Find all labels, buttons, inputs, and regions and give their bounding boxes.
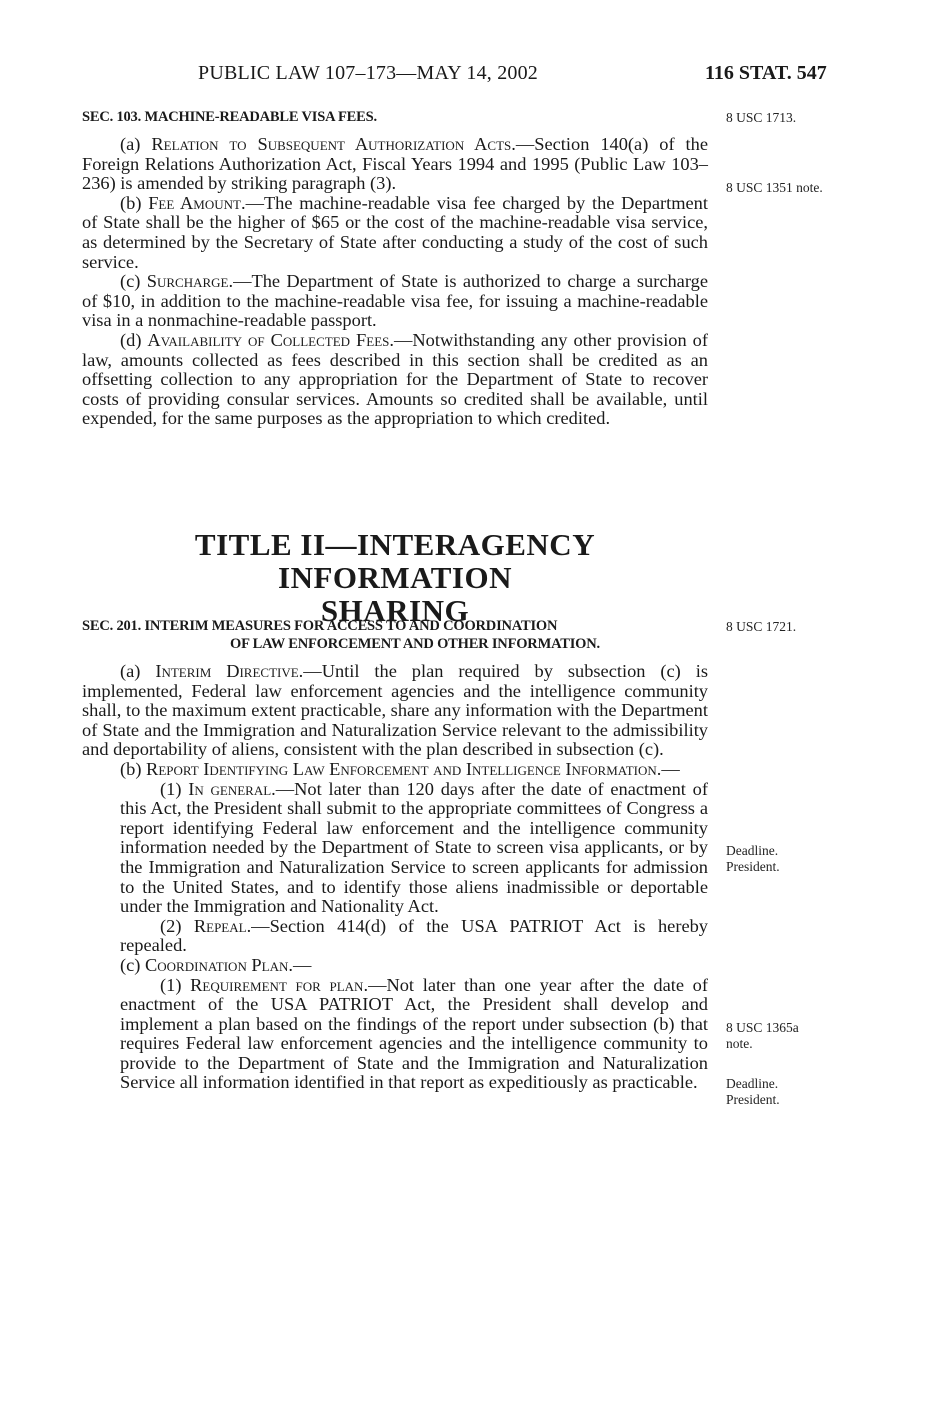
sec103-a-text: —Section 140(a) of the Foreign Relations Authorization Act, Fiscal Years 1994 and 1995 (Public Law 103–236) is amended by striking paragraph (3). [82, 134, 708, 194]
margin-note-b2-usc: 8 USC 1365a [726, 1020, 799, 1035]
sec201-c-caption: Coordination Plan. [145, 954, 293, 975]
sec201-subsection-b [82, 760, 708, 780]
section-201-body [82, 662, 708, 1093]
sec103-b-text: —The machine-readable visa fee charged by the Department of State shall be the higher of $65 or the cost of the machine-readable visa service, as determined by the Secretary of State after conducting a study of the cost of such service. [82, 192, 708, 272]
sec201-b1-text: —Not later than 120 days after the date of enactment of this Act, the President shall submit to the appropriate committees of Congress a report identifying Federal law enforcement and the intelligence community information needed by the Department of State to screen visa applicants, or by the Immigration and Naturalization Service to screen applicants for admission to the United States, and to identify those aliens inadmissible or deportable under the Immigration and Nationality Act. [120, 778, 708, 917]
sec103-b-label: (b) [120, 192, 149, 213]
sec201-a-label: (a) [120, 661, 156, 681]
margin-note-8-usc-1713: 8 USC 1713. [726, 110, 797, 125]
sec201-c1-caption: Requirement for plan. [190, 974, 369, 995]
section-103-body [82, 135, 708, 429]
sec103-subsection-b [82, 194, 708, 272]
sec103-c-text: —The Department of State is authorized to charge a surcharge of $10, in addition to the machine-readable visa fee, for issuing a machine-readable visa in a nonmachine-readable passport. [82, 271, 708, 331]
sec201-b2-text: —Section 414(d) of the USA PATRIOT Act is hereby repealed. [120, 915, 708, 956]
margin-note-c1-deadline: Deadline. [726, 1076, 779, 1091]
sec201-subsection-c [82, 956, 708, 976]
running-head: PUBLIC LAW 107–173—MAY 14, 2002 [198, 62, 538, 84]
section-201-heading [82, 617, 708, 653]
sec201-b1-label: (1) [160, 778, 189, 799]
sec103-d-caption: Availability of Collected Fees. [147, 329, 394, 350]
margin-note-8-usc-1721: 8 USC 1721. [726, 619, 797, 634]
sec201-heading-line2: OF LAW ENFORCEMENT AND OTHER INFORMATION. [230, 636, 600, 652]
title-ii-line2: SHARING [320, 593, 470, 628]
sec103-c-label: (c) [120, 271, 147, 292]
sec103-subsection-a [82, 135, 708, 194]
sec201-a-caption: Interim Directive. [155, 661, 304, 681]
sec201-a-text: —Until the plan required by subsection (c) is implemented, Federal law enforcement agencies and the intelligence community shall, to the maximum extent practicable, share any information with the Department of State and the Immigration and Naturalization Service relevant to the admissibility and deportability of aliens, consistent with the plan described in subsection (c). [82, 661, 708, 760]
margin-note-c1 [726, 1076, 780, 1108]
sec103-d-label: (d) [120, 329, 148, 350]
sec103-b-caption: Fee Amount. [148, 192, 246, 213]
sec103-a-label: (a) [120, 134, 152, 154]
sec201-paragraph-b1 [82, 780, 708, 917]
margin-note-b2-note: note. [726, 1036, 753, 1051]
margin-note-8-usc-1351-note: 8 USC 1351 note. [726, 180, 823, 195]
sec201-c1-label: (1) [160, 974, 191, 995]
sec201-c-dash: — [292, 954, 312, 975]
sec201-b-dash: — [661, 758, 680, 779]
sec103-subsection-d [82, 331, 708, 429]
margin-note-b2 [726, 1020, 799, 1052]
title-ii-heading [82, 528, 708, 627]
sec201-subsection-a [82, 662, 708, 760]
sec201-b-caption: Report Identifying Law Enforcement and Intelligence Information. [146, 758, 662, 779]
section-103-heading: SEC. 103. MACHINE-READABLE VISA FEES. [82, 109, 377, 125]
sec201-c-label: (c) [120, 954, 146, 975]
sec201-b2-label: (2) [160, 915, 194, 936]
stat-page-reference: 116 STAT. 547 [705, 62, 827, 84]
sec201-heading-line1: SEC. 201. INTERIM MEASURES FOR ACCESS TO AND COORDINATION [82, 618, 558, 634]
sec201-b2-caption: Repeal. [193, 915, 252, 936]
title-ii-line1: TITLE II—INTERAGENCY INFORMATION [194, 527, 596, 595]
margin-note-b1-president: President. [726, 859, 780, 874]
margin-note-c1-president: President. [726, 1092, 780, 1107]
sec201-paragraph-b2 [82, 917, 708, 956]
sec201-b-label: (b) [120, 758, 147, 779]
sec201-c1-text: —Not later than one year after the date of enactment of the USA PATRIOT Act, the President shall develop and implement a plan based on the findings of the report under subsection (b) that requires Federal law enforcement agencies and the intelligence community to provide to the Department of State and the Immigration and Naturalization Service all information identified in that report as expeditiously as practicable. [120, 974, 709, 1093]
sec103-a-caption: Relation to Subsequent Authorization Acts. [151, 134, 516, 154]
margin-note-b1 [726, 843, 780, 875]
sec201-b1-caption: In general. [188, 778, 276, 799]
sec103-c-caption: Surcharge. [146, 271, 234, 292]
margin-note-b1-deadline: Deadline. [726, 843, 779, 858]
sec103-subsection-c [82, 272, 708, 331]
sec103-d-text: —Notwithstanding any other provision of law, amounts collected as fees described in this section shall be credited as an offsetting collection to any appropriation for the Department of State to recover costs of providing consular services. Amounts so credited shall be available, until expended, for the same purposes as the appropriation to which credited. [82, 329, 708, 429]
sec201-paragraph-c1 [82, 976, 708, 1094]
